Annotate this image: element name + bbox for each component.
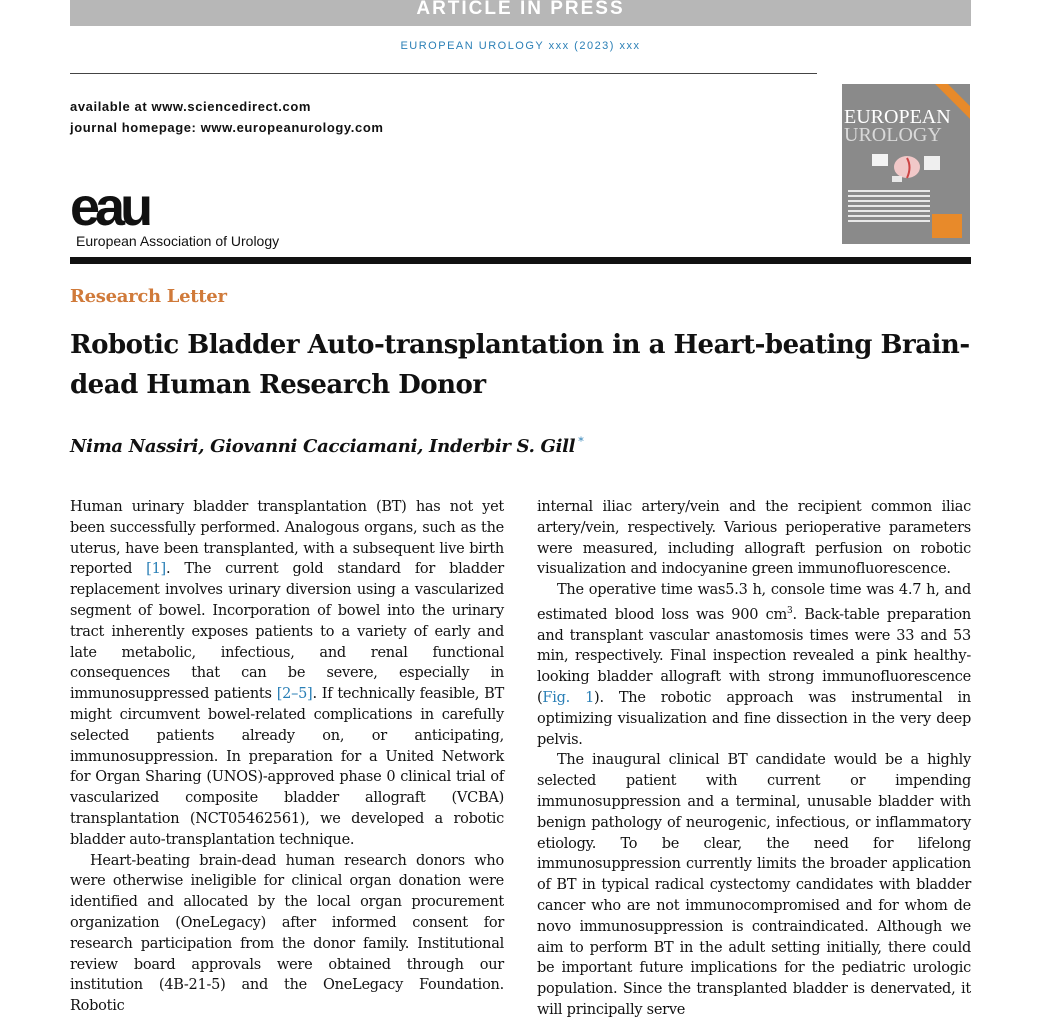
sciencedirect-line[interactable]: available at www.sciencedirect.com (70, 99, 312, 114)
header-divider (70, 73, 817, 74)
text-run: Human urinary bladder transplantation (BT) has not yet been successfully performed. Analogous organs, such as the uterus, have been transplanted, with a subsequent live birth reported (70, 499, 504, 578)
eau-logo (70, 177, 280, 249)
article-in-press-banner: ARTICLE IN PRESS (70, 0, 971, 26)
cover-text-lines (848, 190, 930, 225)
journal-homepage-line[interactable]: journal homepage: www.europeanurology.com (70, 120, 384, 135)
eau-logo-mark: eau (70, 177, 149, 237)
journal-cover-thumbnail[interactable] (842, 84, 970, 244)
article-title: Robotic Bladder Auto-transplantation in a Heart-beating Brain-dead Human Research Donor (70, 330, 970, 400)
paragraph (537, 580, 971, 750)
paragraph: Heart-beating brain-dead human research donors who were otherwise ineligible for clinical organ donation were identified and allocated by the local organ procurement organization (OneLegacy) after informed consent for research participation from the donor family. Institutional review board approvals were obtained through our institution (4B-21-5) and the OneLegacy Foundation. Robotic (70, 852, 504, 1015)
paragraph: internal iliac artery/vein and the recipient common iliac artery/vein, respectively. Various perioperative parameters were measured, including allograft perfusion on robotic visualization and indocyanine green immunofluorescence. (537, 499, 971, 578)
text-run: . The current gold standard for bladder replacement involves urinary diversion using a vascularized segment of bowel. Incorporation of bowel into the urinary tract inherently exposes patients to a variety of early and late metabolic, infectious, and renal functional consequences that can be severe, especially in immunosuppressed patients (70, 561, 504, 703)
paragraph (70, 497, 504, 851)
cover-title (844, 108, 968, 144)
superscript: 3 (786, 605, 793, 616)
author-names: Nima Nassiri, Giovanni Cacciamani, Inderbir S. Gill (70, 436, 576, 457)
paragraph: The inaugural clinical BT candidate would be a highly selected patient with current or impending immunosuppression and a terminal, unusable bladder with benign pathology of neurogenic, infectious, or inflammatory etiology. To be clear, the need for lifelong immunosuppression currently limits the broader application of BT in typical radical cystectomy candidates with bladder cancer who are not immunocompromised and for whom de novo immunosuppression is contraindicated. Although we aim to perform BT in the adult setting initially, there could be important future implications for the pediatric urologic population. Since the transplanted bladder is denervated, it will principally serve (537, 752, 971, 1018)
body-column-right (537, 497, 971, 1021)
eau-organization-name: European Association of Urology (76, 233, 280, 249)
text-run: . If technically feasible, BT might circumvent bowel-related complications in carefully selected patients already on, or anticipating, immunosuppression. In preparation for a United Network for Organ Sharing (UNOS)-approved phase 0 clinical trial of vascularized composite bladder allograft (VCBA) transplantation (NCT05462561), we developed a robotic bladder auto-transplantation technique. (70, 686, 504, 848)
text-run: . Back-table preparation and transplant vascular anastomosis times were 33 and 53 min, respectively. Final inspection revealed a pink healthy-looking bladder allograft with strong immunofluorescence ( (537, 606, 971, 706)
cover-title-line2: UROLOGY (844, 124, 942, 146)
article-type-label: Research Letter (70, 286, 227, 307)
citation-link[interactable]: [2–5] (276, 686, 313, 703)
citation-link[interactable]: [1] (146, 561, 166, 578)
figure-link[interactable]: Fig. 1 (542, 690, 595, 706)
availability-block (70, 96, 384, 138)
cover-title-line1: EUROPEAN (844, 106, 951, 128)
body-column-left (70, 497, 504, 1017)
text-run: The operative time was5.3 h, console time was 4.7 h, and estimated blood loss was 900 cm (537, 582, 971, 623)
cover-illustration-icon (872, 150, 942, 184)
cover-impact-badge (932, 214, 962, 238)
author-list (70, 435, 583, 457)
masthead-divider (70, 257, 971, 264)
journal-citation: EUROPEAN UROLOGY xxx (2023) xxx (400, 40, 641, 52)
text-run: ). The robotic approach was instrumental in optimizing visualization and fine dissection in the very deep pelvis. (537, 690, 971, 748)
corresponding-author-marker[interactable]: * (578, 435, 584, 448)
